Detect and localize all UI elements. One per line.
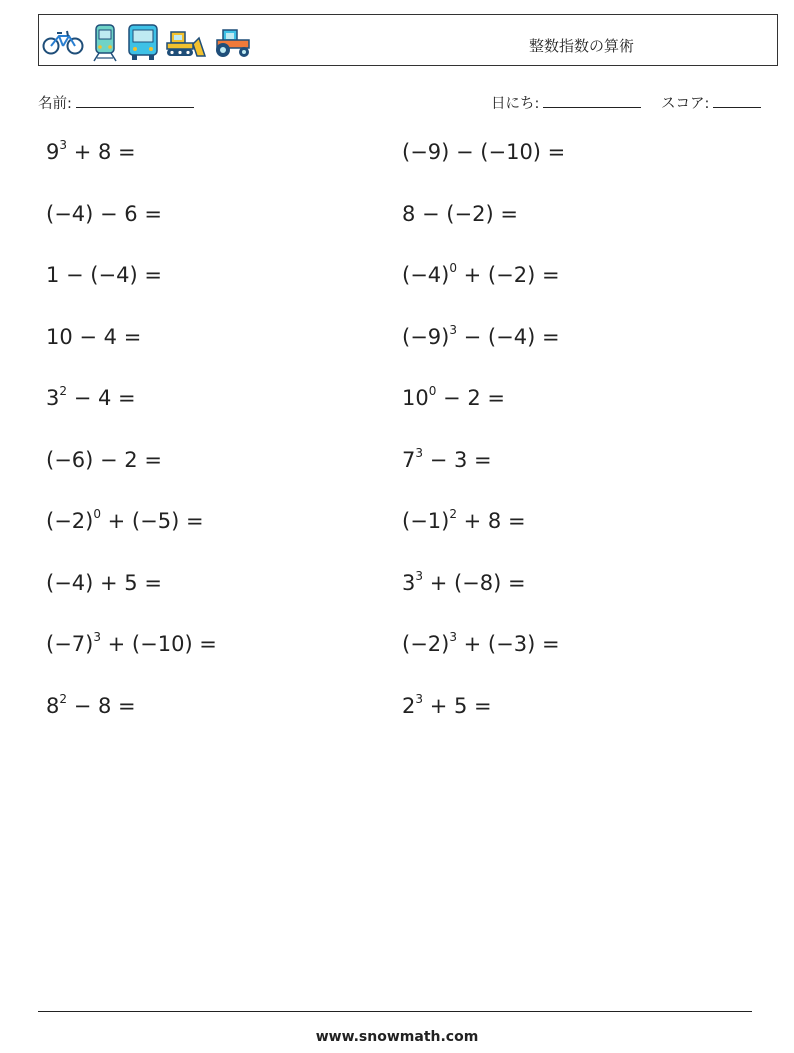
problem: $(-1)^2 + 8$ = [402, 507, 526, 533]
problem: $9^3 + 8$ = [46, 138, 136, 164]
name-label: 名前: [38, 96, 72, 112]
problem: 1 − (−4) = [46, 263, 162, 287]
problem: (−9) − (−10) = [402, 140, 566, 164]
problem-grid [46, 140, 766, 755]
bulldozer-icon [165, 24, 207, 60]
worksheet-title: 整数指数の算術 [529, 37, 635, 55]
problem: $10^0 - 2$ = [402, 384, 505, 410]
bus-icon [125, 21, 161, 63]
problem: 8 − (−2) = [402, 201, 518, 226]
problem: $(-2)^3 + (-3)$ = [402, 630, 560, 656]
problem: $3^3 + (-8)$ = [402, 568, 526, 595]
problem: (−4) + 5 = [46, 570, 162, 595]
date-blank[interactable] [543, 93, 641, 108]
problem: $3^2 - 4$ = [46, 384, 136, 410]
problem: $(-2)^0 + (-5)$ = [46, 507, 204, 533]
vehicle-icons [41, 21, 253, 63]
problem: $(-7)^3 + (-10)$ = [46, 630, 217, 656]
date-field [491, 92, 641, 113]
problem: (−4) − 6 = [46, 201, 162, 226]
score-label: スコア: [661, 96, 710, 112]
name-field [38, 92, 194, 113]
problem: $7^3 - 3$ = [402, 445, 492, 472]
problem: (−6) − 2 = [46, 447, 162, 472]
problem: $8^2 - 8$ = [46, 691, 136, 718]
name-blank[interactable] [76, 93, 194, 108]
footer-divider [38, 1011, 752, 1012]
tram-icon [89, 21, 121, 63]
worksheet-header [38, 14, 778, 66]
problem: 10 − 4 = [46, 324, 142, 349]
bicycle-icon [41, 24, 85, 60]
date-label: 日にち: [491, 96, 540, 112]
problem: $2^3 + 5$ = [402, 691, 492, 718]
footer-url[interactable]: www.snowmath.com [315, 1029, 479, 1045]
problem: $(-9)^3 - (-4)$ = [402, 322, 560, 349]
score-field [661, 92, 761, 113]
score-blank[interactable] [713, 93, 761, 108]
tractor-icon [211, 24, 253, 60]
problem: $(-4)^0 + (-2)$ = [402, 261, 560, 287]
